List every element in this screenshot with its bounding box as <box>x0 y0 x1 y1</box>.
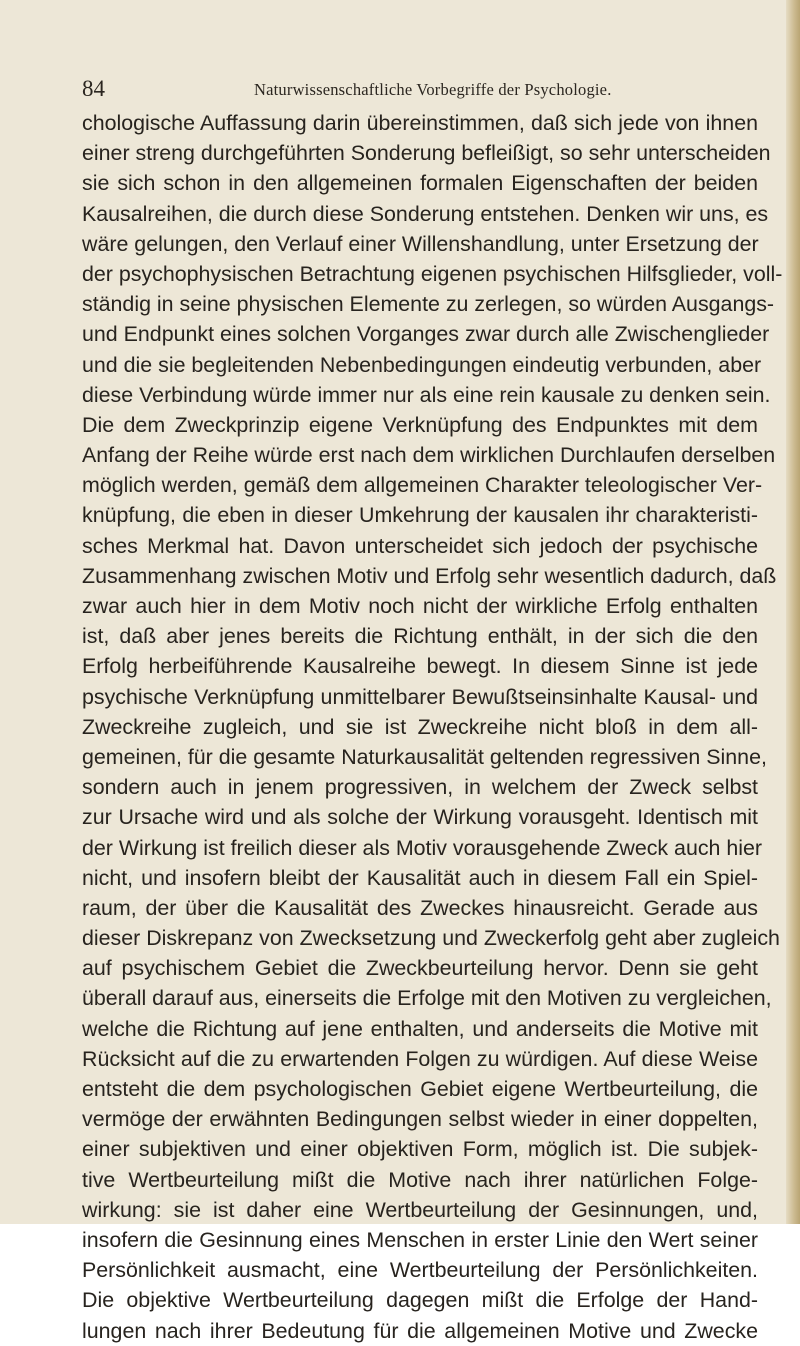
text-line: nicht, und insofern bleibt der Kausalität auch in diesem Fall ein Spiel- <box>82 865 758 890</box>
text-line: und die sie begleitenden Nebenbedingungen eindeutig verbunden, aber <box>82 352 762 377</box>
text-line: Zusammenhang zwischen Motiv und Erfolg sehr wesentlich dadurch, daß <box>82 563 777 588</box>
text-line: ist, daß aber jenes bereits die Richtung enthält, in der sich die den <box>82 624 758 649</box>
text-line: sondern auch in jenem progressiven, in welchem der Zweck selbst <box>82 775 758 800</box>
text-line: und Endpunkt eines solchen Vorganges zwar durch alle Zwischenglieder <box>82 322 770 347</box>
text-line: lungen nach ihrer Bedeutung für die allgemeinen Motive und Zwecke <box>82 1318 758 1343</box>
text-line: dieser Diskrepanz von Zwecksetzung und Zweckerfolg geht aber zugleich <box>82 926 780 951</box>
text-line: Rücksicht auf die zu erwartenden Folgen zu würdigen. Auf diese Weise <box>82 1046 758 1071</box>
text-line: insofern die Gesinnung eines Menschen in erster Linie den Wert seiner <box>82 1227 758 1252</box>
text-line: zwar auch hier in dem Motiv noch nicht der wirkliche Erfolg enthalten <box>82 594 758 618</box>
text-line: diese Verbindung würde immer nur als eine rein kausale zu denken sein. <box>82 382 771 407</box>
text-line: chologische Auffassung darin übereinstimmen, daß sich jede von ihnen <box>82 111 758 135</box>
text-line: auf psychischem Gebiet die Zweckbeurteilung hervor. Denn sie geht <box>82 956 758 981</box>
text-line: psychische Verknüpfung unmittelbarer Bewußtseinsinhalte Kausal- und <box>82 684 758 709</box>
text-line: sie sich schon in den allgemeinen formalen Eigenschaften der beiden <box>82 171 758 196</box>
scan-page-edge <box>786 0 800 1224</box>
text-line: Zweckreihe zugleich, und sie ist Zweckreihe nicht bloß in dem all- <box>82 714 758 739</box>
text-line: sches Merkmal hat. Davon unterscheidet sich jedoch der psychische <box>82 533 758 558</box>
text-line: der psychophysischen Betrachtung eigenen psychischen Hilfsglieder, voll- <box>82 261 783 286</box>
text-line: der Wirkung ist freilich dieser als Motiv vorausgehende Zweck auch hier <box>82 835 763 860</box>
page-number: 84 <box>82 76 105 101</box>
text-line: ständig in seine physischen Elemente zu zerlegen, so würden Ausgangs- <box>82 292 775 317</box>
text-line: welche die Richtung auf jene enthalten, und anderseits die Motive mit <box>82 1016 758 1041</box>
text-line: Erfolg herbeiführende Kausalreihe bewegt. In diesem Sinne ist jede <box>82 654 758 679</box>
text-line: Anfang der Reihe würde erst nach dem wirklichen Durchlaufen derselben <box>82 443 776 468</box>
text-line: Persönlichkeit ausmacht, eine Wertbeurteilung der Persönlichkeiten. <box>82 1258 758 1283</box>
text-line: wirkung: sie ist daher eine Wertbeurteilung der Gesinnungen, und, <box>82 1197 758 1222</box>
text-line: zur Ursache wird und als solche der Wirkung vorausgeht. Identisch mit <box>82 805 758 830</box>
text-line: tive Wertbeurteilung mißt die Motive nach ihrer natürlichen Folge- <box>82 1167 758 1192</box>
text-line: raum, der über die Kausalität des Zweckes hinausreicht. Gerade aus <box>82 895 758 920</box>
body-text <box>82 108 783 1346</box>
page-header <box>82 70 702 110</box>
text-line: entsteht die dem psychologischen Gebiet eigene Wertbeurteilung, die <box>82 1077 758 1101</box>
text-line: Die dem Zweckprinzip eigene Verknüpfung des Endpunktes mit dem <box>82 412 758 437</box>
text-line: einer streng durchgeführten Sonderung befleißigt, so sehr unterscheiden <box>82 141 771 166</box>
text-line: knüpfung, die eben in dieser Umkehrung der kausalen ihr charakteristi- <box>82 503 758 528</box>
text-line: Kausalreihen, die durch diese Sonderung entstehen. Denken wir uns, es <box>82 201 769 226</box>
text-line: vermöge der erwähnten Bedingungen selbst wieder in einer doppelten, <box>82 1107 758 1132</box>
text-line: möglich werden, gemäß dem allgemeinen Charakter teleologischer Ver- <box>82 473 763 498</box>
text-line: gemeinen, für die gesamte Naturkausalität geltenden regressiven Sinne, <box>82 744 767 769</box>
text-line: Die objektive Wertbeurteilung dagegen mißt die Erfolge der Hand- <box>82 1288 758 1313</box>
text-line: überall darauf aus, einerseits die Erfolge mit den Motiven zu vergleichen, <box>82 986 772 1011</box>
text-line: einer subjektiven und einer objektiven Form, möglich ist. Die subjek- <box>82 1137 758 1162</box>
running-head: Naturwissenschaftliche Vorbegriffe der Psychologie. <box>254 80 612 99</box>
text-line: wäre gelungen, den Verlauf einer Willenshandlung, unter Ersetzung der <box>82 231 759 256</box>
